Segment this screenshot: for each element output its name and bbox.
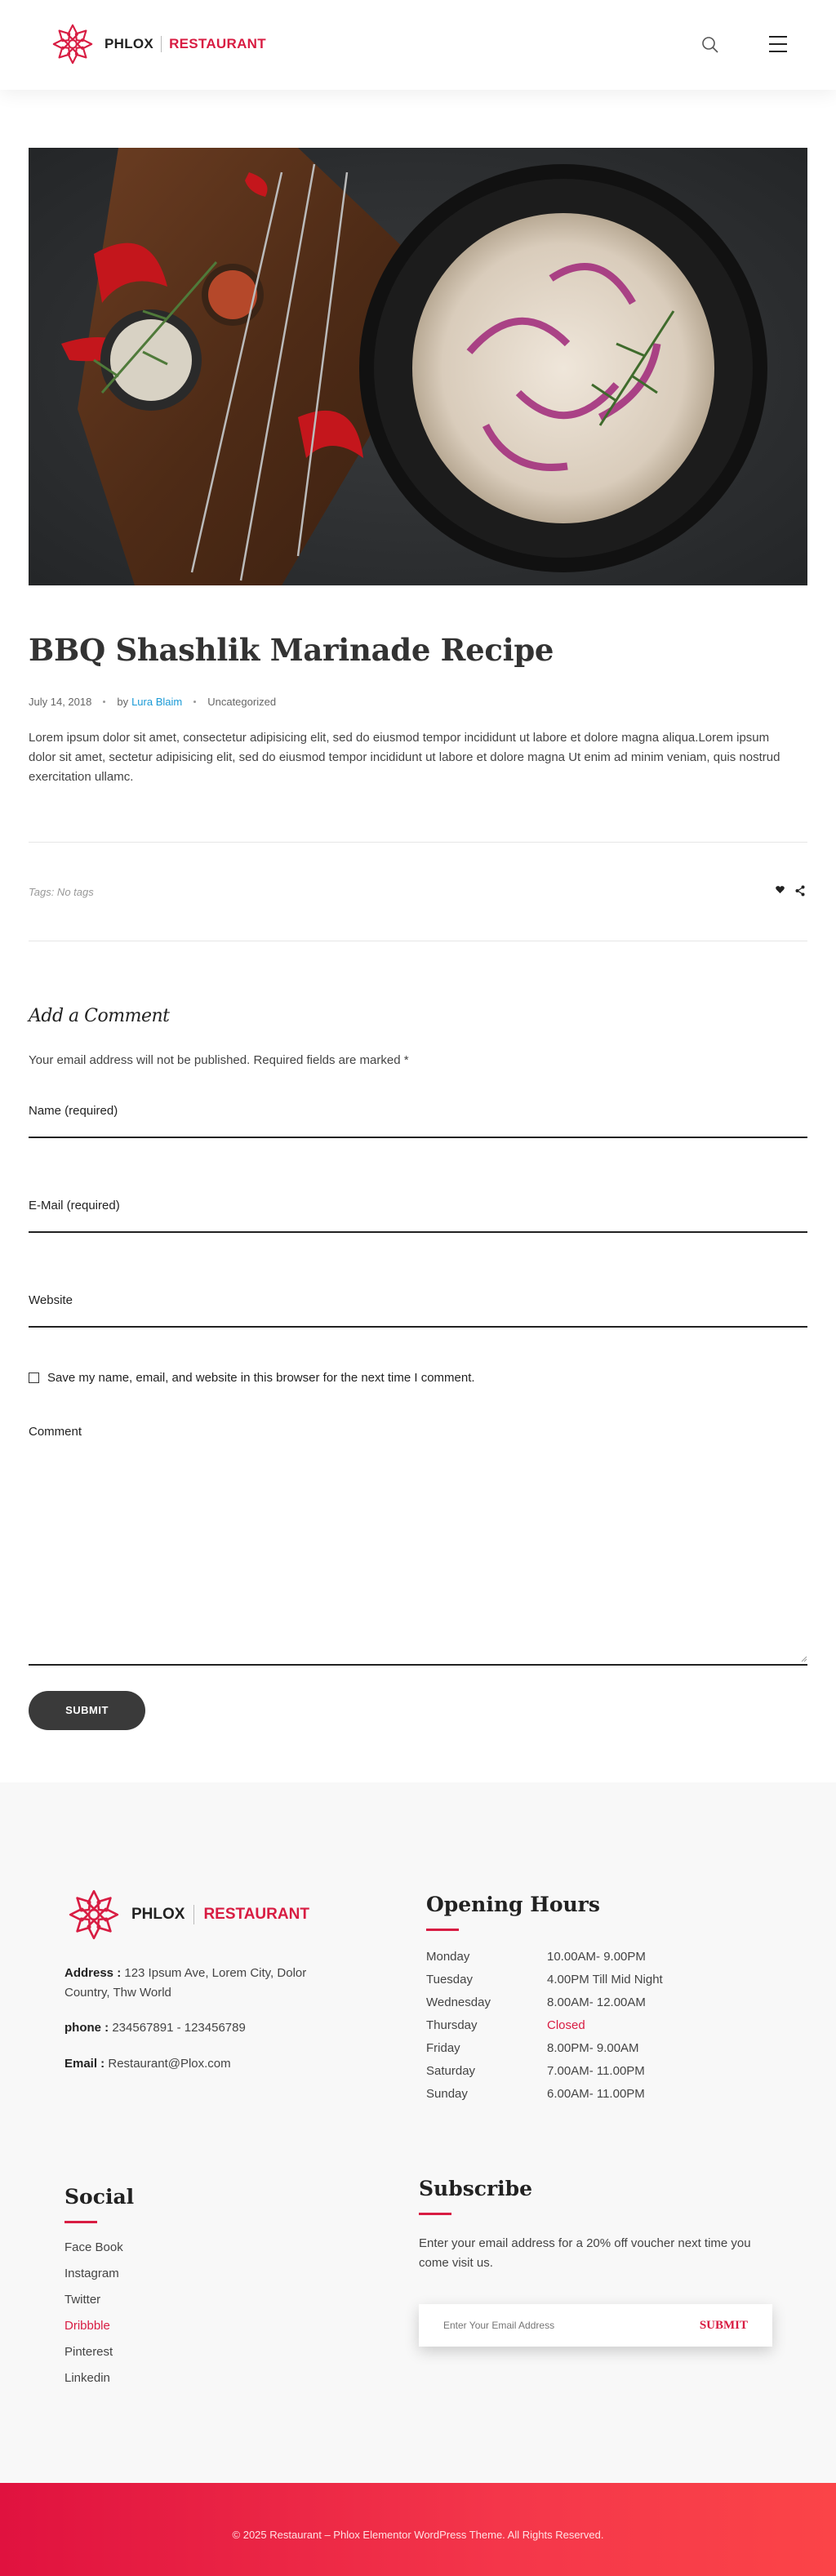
site-header <box>0 0 836 90</box>
social-link-facebook[interactable]: Face Book <box>64 2240 123 2254</box>
website-field-label: Website <box>29 1293 73 1307</box>
comment-notice: Your email address will not be published. Required fields are marked * <box>29 1053 409 1067</box>
social-link-instagram[interactable]: Instagram <box>64 2267 119 2280</box>
phone-value[interactable]: 234567891 - 123456789 <box>112 2021 246 2035</box>
footer-logo[interactable] <box>64 1884 309 1945</box>
hours-time: 8.00AM- 12.00AM <box>547 1995 646 2009</box>
heading-underline <box>419 2213 451 2215</box>
social-link-dribbble[interactable]: Dribbble <box>64 2319 110 2333</box>
subscribe-email-input[interactable] <box>443 2304 647 2347</box>
by-label: by <box>117 696 129 708</box>
hours-time: 6.00AM- 11.00PM <box>547 2087 645 2101</box>
post-title: BBQ Shashlik Marinade Recipe <box>29 632 554 668</box>
hours-day: Sunday <box>426 2087 468 2101</box>
hamburger-menu-icon[interactable] <box>769 36 789 54</box>
name-field[interactable] <box>29 1102 807 1138</box>
post-author-link[interactable]: Lura Blaim <box>131 696 183 708</box>
subscribe-submit-button[interactable]: SUBMIT <box>699 2319 748 2332</box>
heading-underline <box>64 2221 97 2223</box>
hours-day: Friday <box>426 2041 460 2055</box>
hours-time: 7.00AM- 11.00PM <box>547 2064 645 2078</box>
logo-brand-text: PHLOX <box>104 36 154 51</box>
post-meta <box>29 696 276 708</box>
social-link-pinterest[interactable]: Pinterest <box>64 2345 113 2359</box>
social-links <box>64 2240 123 2397</box>
post-featured-image <box>29 148 807 585</box>
copyright-text: © 2025 Restaurant – Phlox Elementor WordPress Theme. All Rights Reserved. <box>232 2529 604 2541</box>
share-icon[interactable] <box>795 885 805 896</box>
post-excerpt: Lorem ipsum dolor sit amet, consectetur adipisicing elit, sed do eiusmod tempor incididunt ut labore et dolore magna aliqua.Lorem ipsum dolor sit amet, sectetur adipisicing elit, sed do eiusmod tempor incididunt ut labore et dolore magna Ut enim ad minim veniam, quis nostrud exercitation ullamc. <box>29 731 780 784</box>
logo-divider <box>161 36 162 52</box>
social-heading: Social <box>64 2185 135 2209</box>
phone-label: phone : <box>64 2021 109 2035</box>
hours-time: 10.00AM- 9.00PM <box>547 1950 646 1964</box>
email-label: Email : <box>64 2057 105 2071</box>
footer-logo-sub: RESTAURANT <box>203 1906 309 1923</box>
comment-submit-button[interactable]: SUBMIT <box>29 1691 145 1730</box>
site-logo[interactable] <box>49 20 266 69</box>
hours-day: Tuesday <box>426 1973 473 1987</box>
comment-textarea[interactable] <box>29 1445 807 1666</box>
address-label: Address : <box>64 1966 122 1980</box>
flower-logo-icon <box>49 20 96 68</box>
save-info-option <box>29 1371 475 1385</box>
email-field-label: E-Mail (required) <box>29 1199 120 1212</box>
post-category-link[interactable]: Uncategorized <box>207 696 277 708</box>
name-field-label: Name (required) <box>29 1104 118 1118</box>
hours-time-closed: Closed <box>547 2018 585 2032</box>
checkbox-icon[interactable] <box>29 1373 39 1383</box>
subscribe-form <box>419 2304 772 2347</box>
logo-divider <box>193 1905 194 1924</box>
email-value[interactable]: Restaurant@Plox.com <box>108 2057 231 2071</box>
social-link-twitter[interactable]: Twitter <box>64 2293 101 2307</box>
social-link-linkedin[interactable]: Linkedin <box>64 2371 110 2385</box>
opening-hours-heading: Opening Hours <box>426 1893 600 1916</box>
flower-logo-icon <box>64 1885 123 1944</box>
save-info-label[interactable]: Save my name, email, and website in this browser for the next time I comment. <box>47 1371 475 1385</box>
post-date[interactable]: July 14, 2018 <box>29 696 92 708</box>
comment-field-label: Comment <box>29 1425 82 1439</box>
hours-day: Saturday <box>426 2064 476 2078</box>
footer-logo-brand: PHLOX <box>131 1906 185 1923</box>
website-field[interactable] <box>29 1292 807 1328</box>
heart-icon[interactable] <box>776 885 785 896</box>
address-value: 123 Ipsum Ave, Lorem City, Dolor Country, Thw World <box>64 1966 307 2000</box>
meta-separator <box>103 701 105 703</box>
post-tags: Tags: No tags <box>29 886 94 898</box>
search-icon[interactable] <box>700 35 720 55</box>
hours-day: Thursday <box>426 2018 478 2032</box>
divider <box>29 842 807 843</box>
email-field[interactable] <box>29 1197 807 1233</box>
footer-phone <box>64 2021 246 2035</box>
meta-separator <box>193 701 196 703</box>
logo-sub-text: RESTAURANT <box>169 36 266 51</box>
hours-time: 4.00PM Till Mid Night <box>547 1973 663 1987</box>
resize-handle-icon[interactable] <box>801 1656 807 1662</box>
comment-form-heading: Add a Comment <box>29 1006 170 1026</box>
heading-underline <box>426 1929 459 1931</box>
subscribe-description: Enter your email address for a 20% off voucher next time you come visit us. <box>419 2236 751 2270</box>
footer-address <box>64 1964 309 2003</box>
footer-email <box>64 2057 231 2071</box>
hours-time: 8.00PM- 9.00AM <box>547 2041 639 2055</box>
subscribe-heading: Subscribe <box>419 2177 533 2200</box>
hours-day: Wednesday <box>426 1995 491 2009</box>
hours-day: Monday <box>426 1950 470 1964</box>
